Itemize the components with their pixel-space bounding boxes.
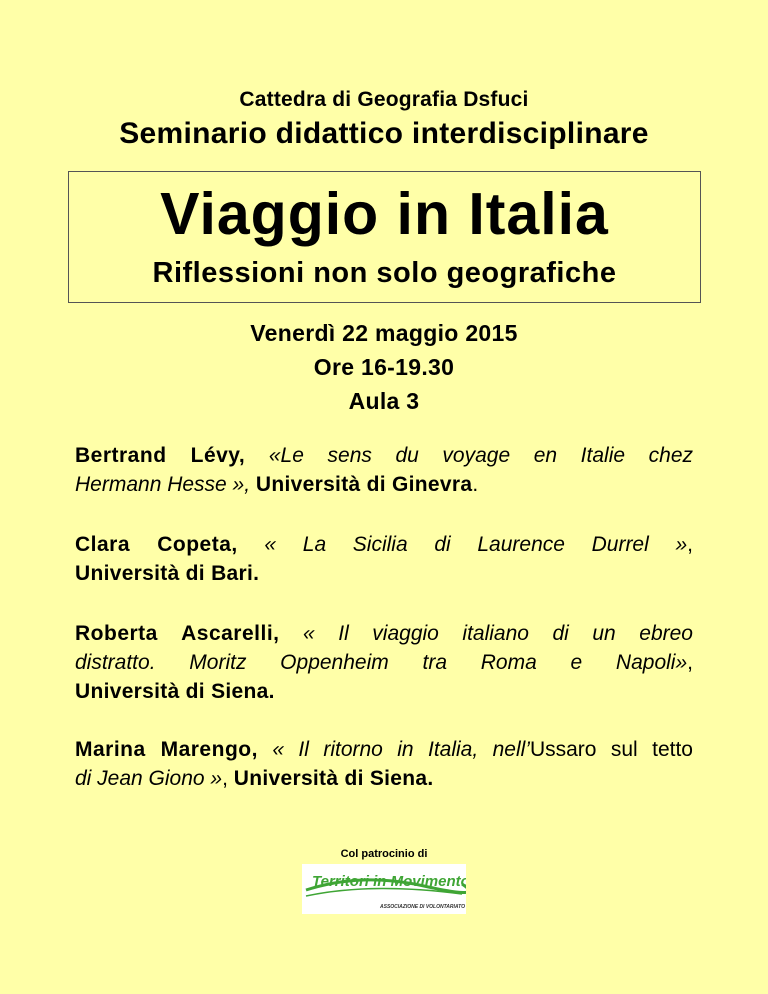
talk-item-copeta — [75, 530, 693, 588]
talk-title: « Il viaggio italiano di un ebreo — [303, 622, 693, 645]
university: Università di Siena. — [233, 767, 434, 790]
patronage-label: Col patrocinio di — [340, 848, 428, 860]
speaker-name: Marina Marengo, — [75, 738, 258, 761]
punctuation: , — [222, 767, 234, 790]
talk-line — [75, 530, 693, 559]
talk-title: «Le sens du voyage en Italie chez — [268, 444, 693, 467]
talk-line — [75, 619, 693, 648]
department-heading: Cattedra di Geografia Dsfuci — [239, 88, 529, 111]
talk-line — [75, 441, 693, 470]
speaker-name: Clara Copeta, — [75, 533, 238, 556]
talk-line — [75, 648, 693, 677]
university: Università di Ginevra — [255, 473, 473, 496]
talk-item-ascarelli — [75, 619, 693, 706]
university: Università di Siena. — [75, 680, 275, 703]
university: Università di Bari. — [75, 562, 260, 585]
talk-title-book: Ussaro sul tetto — [529, 738, 693, 761]
talk-line — [75, 735, 693, 764]
seminar-heading: Seminario didattico interdisciplinare — [119, 117, 649, 150]
talk-title: « La Sicilia di Laurence Durrel » — [264, 533, 688, 556]
territori-in-movimento-logo — [302, 864, 466, 914]
event-subtitle: Riflessioni non solo geografiche — [152, 257, 617, 289]
talk-title: di Jean Giono » — [75, 767, 223, 790]
logo-text: Territori in Movimento — [312, 873, 466, 890]
event-title: Viaggio in Italia — [160, 181, 609, 247]
talk-title: « Il ritorno in Italia, nell’ — [272, 738, 530, 761]
talk-item-levy — [75, 441, 693, 499]
logo-subtext: ASSOCIAZIONE DI VOLONTARIATO — [380, 904, 466, 910]
talk-title: Hermann Hesse », — [75, 473, 251, 496]
punctuation: , — [687, 651, 693, 674]
speaker-name: Bertrand Lévy, — [75, 444, 246, 467]
punctuation: . — [472, 473, 479, 496]
talk-title: distratto. Moritz Oppenheim tra Roma e Napoli» — [75, 651, 688, 674]
event-time: Ore 16-19.30 — [313, 354, 455, 380]
punctuation: , — [687, 533, 693, 556]
event-room: Aula 3 — [348, 388, 420, 414]
talk-item-marengo — [75, 735, 693, 793]
event-date: Venerdì 22 maggio 2015 — [250, 320, 518, 346]
title-box — [68, 171, 701, 303]
speaker-name: Roberta Ascarelli, — [75, 622, 280, 645]
